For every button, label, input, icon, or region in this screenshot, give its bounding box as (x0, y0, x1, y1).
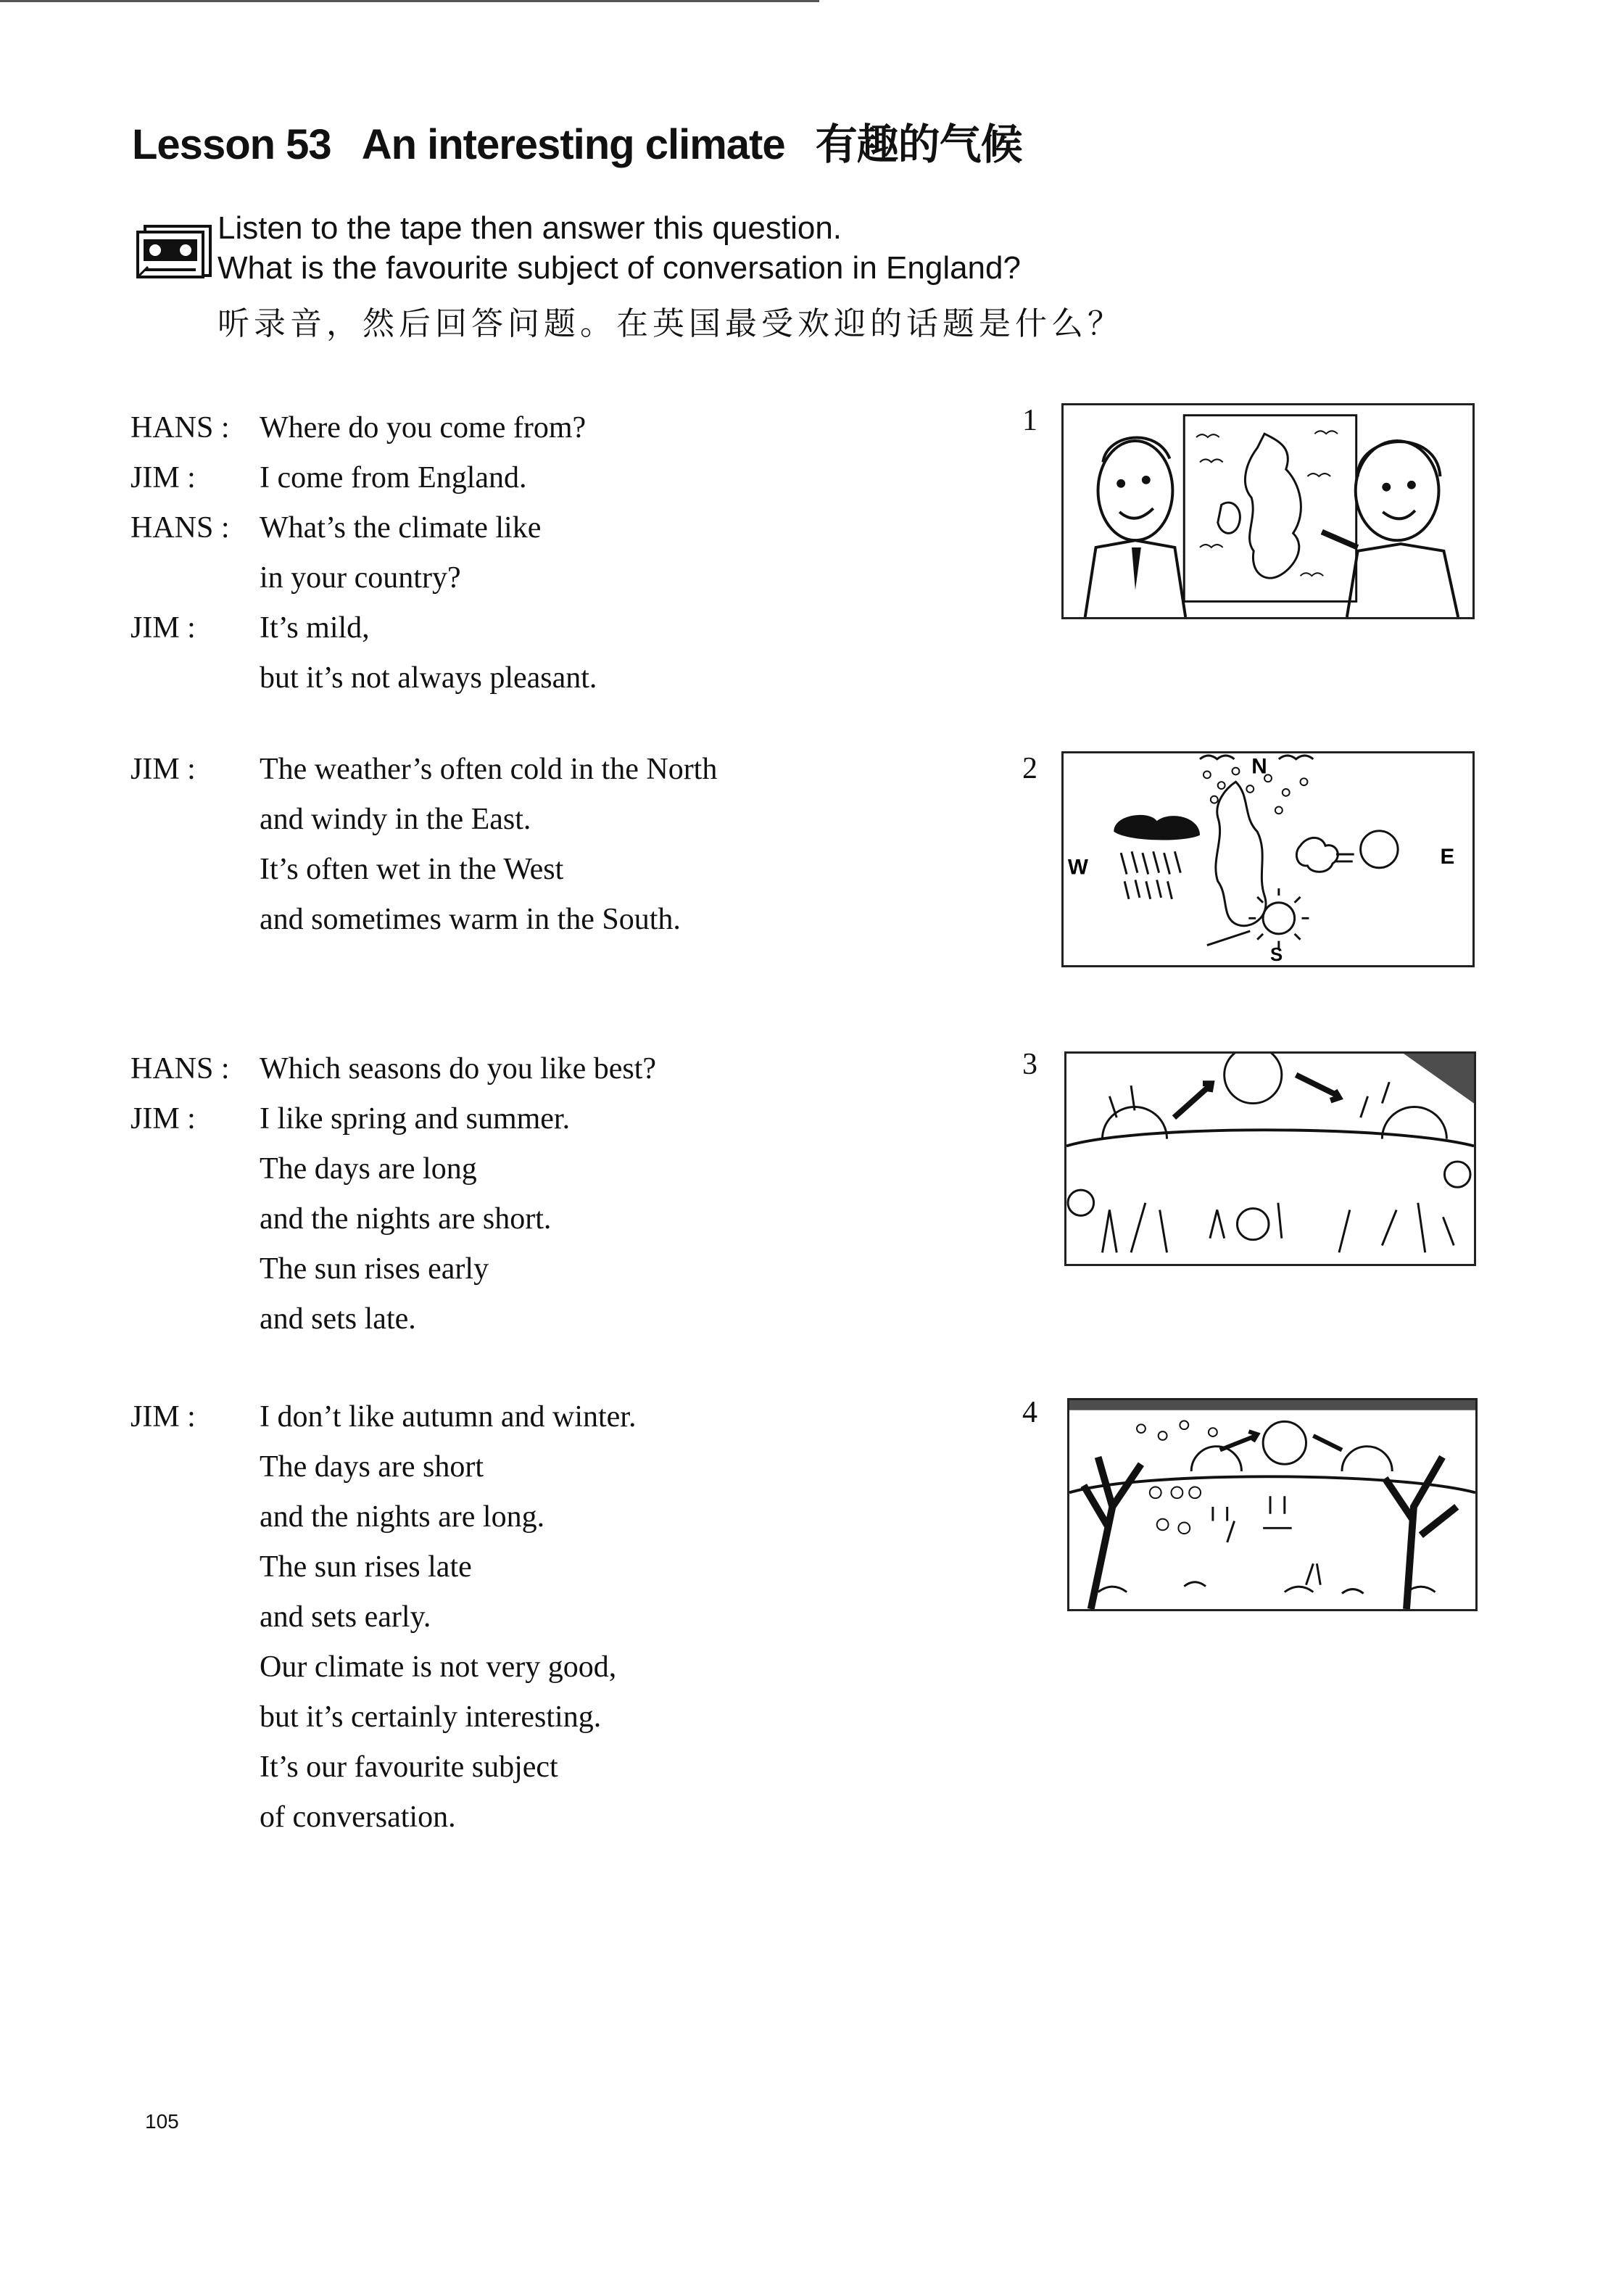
line-text: The days are short (260, 1450, 484, 1484)
page-number: 105 (145, 2110, 179, 2133)
dialogue-line (130, 1094, 656, 1144)
illustration (1069, 1400, 1475, 1609)
lesson-title-en: An interesting climate (361, 121, 785, 168)
question-text-cn: 听录音，然后回答问题。在英国最受欢迎的话题是什么？ (218, 305, 1124, 342)
dialogue-line (130, 1492, 636, 1542)
dialogue-line (130, 845, 717, 895)
line-text: and the nights are short. (260, 1202, 552, 1236)
speaker: HANS : (130, 1052, 230, 1086)
dialogue-line (130, 1194, 656, 1244)
line-text: I don’t like autumn and winter. (260, 1400, 637, 1434)
speaker: HANS : (130, 511, 230, 545)
dialogue-line (130, 1442, 636, 1492)
dialogue-block-4 (130, 1392, 636, 1843)
dialogue-line (130, 1692, 636, 1742)
question-instruction: Listen to the tape then answer this question. (218, 210, 842, 246)
line-text: in your country? (260, 561, 461, 595)
line-text: but it’s not always pleasant. (260, 661, 597, 695)
compass-west: W (1067, 855, 1088, 880)
illustration (1064, 405, 1472, 617)
speaker (130, 1642, 260, 1692)
dialogue-line (130, 503, 597, 553)
line-text: It’s often wet in the West (260, 853, 564, 886)
illustration (1066, 1054, 1474, 1264)
line-text: of conversation. (260, 1800, 456, 1834)
line-text: It’s mild, (260, 611, 370, 645)
speaker (130, 895, 260, 945)
speaker: JIM : (130, 1102, 196, 1136)
line-text: but it’s certainly interesting. (260, 1700, 602, 1734)
line-text: and sets late. (260, 1302, 416, 1336)
line-text: Our climate is not very good, (260, 1650, 617, 1684)
line-text: and sets early. (260, 1600, 431, 1634)
speaker (130, 553, 260, 603)
dialogue-line (130, 1642, 636, 1692)
dialogue-line (130, 1294, 656, 1344)
dialogue-line (130, 603, 597, 653)
speaker (130, 1194, 260, 1244)
dialogue-line (130, 403, 597, 453)
illustration (1064, 753, 1472, 965)
picture-number: 3 (1022, 1048, 1037, 1081)
line-text: What’s the climate like (260, 511, 542, 545)
question-text: What is the favourite subject of conversation in England? (218, 250, 1021, 286)
line-text: I like spring and summer. (260, 1102, 571, 1136)
lesson-number: Lesson 53 (132, 121, 331, 168)
speaker (130, 1793, 260, 1843)
line-text: The sun rises late (260, 1550, 472, 1584)
dialogue-block-1 (130, 403, 597, 703)
line-text: I come from England. (260, 461, 527, 495)
line-text: and the nights are long. (260, 1500, 545, 1534)
dialogue-line (130, 453, 597, 503)
speaker: JIM : (130, 1400, 196, 1434)
compass-south: S (1269, 945, 1283, 965)
dialogue-line (130, 653, 597, 703)
dialogue-line (130, 795, 717, 845)
speaker: HANS : (130, 411, 230, 445)
line-text: and windy in the East. (260, 803, 531, 836)
line-text: It’s our favourite subject (260, 1750, 558, 1784)
speaker (130, 1244, 260, 1294)
dialogue-block-2 (130, 745, 717, 945)
speaker (130, 1692, 260, 1742)
speaker (130, 653, 260, 703)
dialogue-line (130, 895, 717, 945)
picture-number: 2 (1022, 752, 1037, 785)
line-text: Which seasons do you like best? (260, 1052, 657, 1086)
dialogue-line (130, 1592, 636, 1642)
speaker (130, 1592, 260, 1642)
picture-number: 4 (1022, 1396, 1037, 1429)
compass-north: N (1251, 754, 1267, 779)
speaker (130, 1442, 260, 1492)
speaker (130, 845, 260, 895)
speaker: JIM : (130, 753, 196, 786)
lesson-title-cn: 有趣的气候 (815, 121, 1022, 168)
speaker (130, 1742, 260, 1793)
picture-map-conversation (1061, 403, 1475, 619)
dialogue-line (130, 745, 717, 795)
line-text: The sun rises early (260, 1252, 489, 1286)
dialogue-line (130, 1542, 636, 1592)
compass-east: E (1440, 845, 1455, 869)
line-text: The weather’s often cold in the North (260, 753, 718, 786)
speaker: JIM : (130, 461, 196, 495)
picture-weather-map (1061, 751, 1475, 967)
speaker (130, 795, 260, 845)
picture-winter-days (1067, 1398, 1478, 1611)
line-text: and sometimes warm in the South. (260, 903, 681, 936)
line-text: The days are long (260, 1152, 477, 1186)
speaker: JIM : (130, 611, 196, 645)
top-rule (0, 0, 819, 2)
dialogue-line (130, 1244, 656, 1294)
speaker (130, 1492, 260, 1542)
dialogue-line (130, 1044, 656, 1094)
dialogue-line (130, 1144, 656, 1194)
picture-summer-days (1064, 1051, 1476, 1266)
cassette-tape-icon (135, 225, 213, 283)
dialogue-line (130, 1793, 636, 1843)
dialogue-line (130, 1742, 636, 1793)
picture-number: 1 (1022, 404, 1037, 437)
speaker (130, 1294, 260, 1344)
speaker (130, 1144, 260, 1194)
lesson-title (132, 110, 1022, 171)
line-text: Where do you come from? (260, 411, 587, 445)
dialogue-block-3 (130, 1044, 656, 1344)
speaker (130, 1542, 260, 1592)
dialogue-line (130, 1392, 636, 1442)
dialogue-line (130, 553, 597, 603)
